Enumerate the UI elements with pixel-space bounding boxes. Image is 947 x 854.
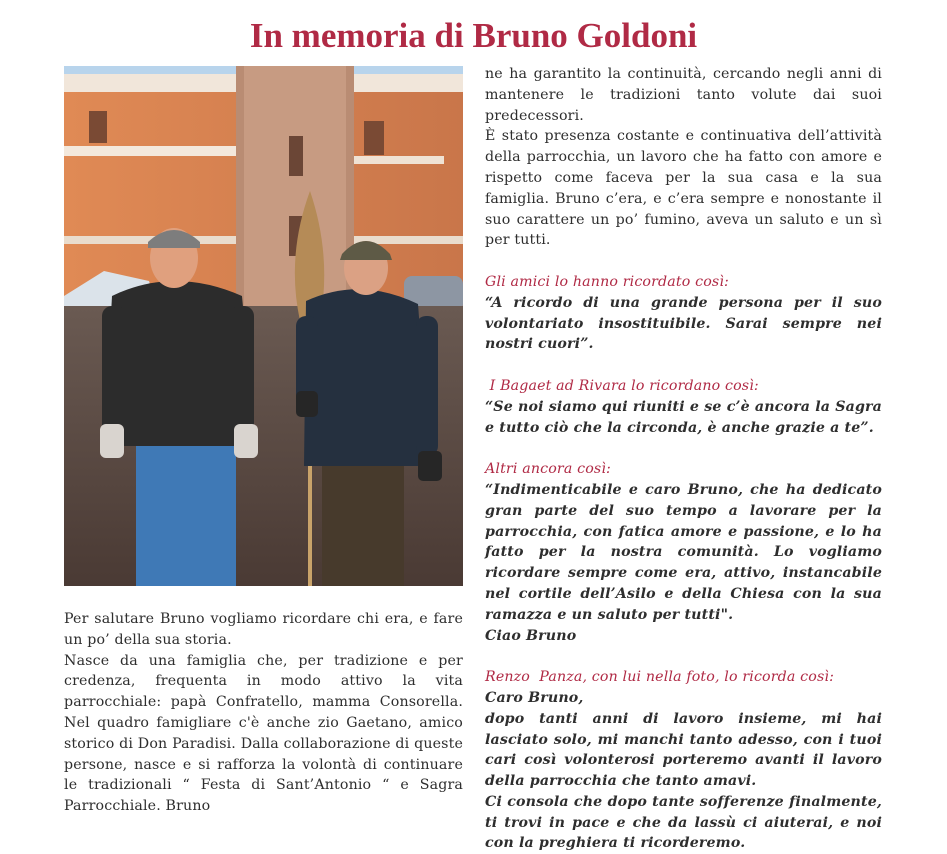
intro-paragraph: Per salutare Bruno vogliamo ricordare chi era, e fare un po’ della sua storia.: [64, 611, 463, 648]
tribute-quote-friends: “A ricordo di una grande persona per il suo volontariato insostituibile. Sarai sempre nei nostri cuori”.: [485, 294, 882, 353]
tribute-label-renzo: Renzo Panza, con lui nella foto, lo ricorda così:: [485, 669, 835, 686]
tribute-label-bagaet: I Bagaet ad Rivara lo ricordano così:: [485, 377, 759, 394]
tribute-quote-bagaet: “Se noi siamo qui riuniti e se c’è ancora la Sagra e tutto ciò che la circonda, è anche grazie a te”.: [485, 398, 882, 436]
continuation-paragraph: ne ha garantito la continuità, cercando negli anni di mantenere le tradizioni tanto volute dai suoi predecessori.: [485, 66, 882, 124]
presence-paragraph: È stato presenza costante e continuativa dell’attività della parrocchia, un lavoro che ha fatto con amore e rispetto come faceva per la sua casa e la sua famiglia. Bruno c’era, e c’era sempre e nonostante il suo carattere un po’ fumino, aveva un saluto e un sì per tutti.: [485, 128, 882, 249]
tribute-label-others: Altri ancora così:: [485, 461, 611, 478]
tribute-label-friends: Gli amici lo hanno ricordato così:: [485, 273, 729, 290]
tribute-quote-others: “Indimenticabile e caro Bruno, che ha dedicato gran parte del suo tempo a lavorare per la parrocchia, con fatica amore e passione, e lo ha fatto per la nostra comunità. Lo vogliamo ricordare sempre come era, attivo, instancabile nel cortile dell’Asilo e della Chiesa con la sua ramazza e un saluto per tutti".: [485, 481, 882, 623]
family-paragraph: Nasce da una famiglia che, per tradizione e per credenza, frequenta in modo attivo la vita parrocchiale: papà Confratello, mamma Consorella. Nel quadro famigliare c'è anche zio Gaetano, amico storico di Don Paradisi. Dalla collaborazione di queste persone, nasce e si rafforza la volontà di continuare le tradizionali “ Festa di Sant’Antonio “ e Sagra Parrocchiale. Bruno: [64, 652, 463, 815]
photo-bruno-and-renzo: [64, 66, 463, 586]
right-column: [485, 64, 882, 854]
tribute-sign-others: Ciao Bruno: [485, 627, 577, 644]
tribute-text-renzo: dopo tanti anni di lavoro insieme, mi hai lasciato solo, mi manchi tanto adesso, con i tuoi cari così volonterosi porteremo avanti il lavoro della parrocchia che tanto amavi.: [485, 710, 882, 790]
left-column: [64, 609, 463, 817]
article-title: In memoria di Bruno Goldoni: [249, 16, 698, 55]
tribute-text2-renzo: Ci consola che dopo tante sofferenze finalmente, ti trovi in pace e che da lassù ci aiuterai, e noi con la preghiera ti ricorderemo.: [485, 793, 882, 852]
tribute-greeting-renzo: Caro Bruno,: [485, 689, 584, 706]
